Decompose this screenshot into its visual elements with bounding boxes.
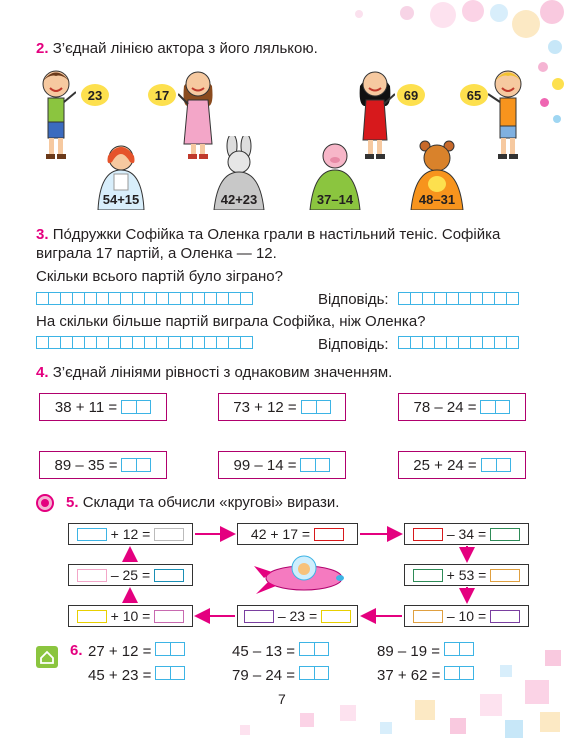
spaceship-icon (254, 552, 346, 598)
task5-number: 5. (66, 494, 79, 511)
answer-slot[interactable] (490, 528, 520, 541)
answer-slot[interactable] (121, 458, 151, 472)
puppet-expression: 48–31 (418, 192, 456, 207)
circle-expr-mid-right[interactable]: + 53 = (404, 564, 529, 586)
answer-slot[interactable] (490, 569, 520, 582)
answer-slot[interactable] (299, 666, 329, 680)
answer-slot[interactable] (481, 458, 511, 472)
equation-box[interactable]: 73 + 12 = (218, 393, 346, 421)
puppet-bunny (208, 136, 270, 210)
task6-number: 6. (70, 642, 83, 659)
task6-expr: 45 – 13 = (232, 642, 329, 661)
page-number: 7 (278, 691, 286, 707)
answer-slot[interactable] (321, 610, 351, 623)
actor-number-bubble: 17 (148, 84, 176, 106)
task6-expr: 89 – 19 = (377, 642, 474, 661)
answer-label-2: Відповідь: (318, 336, 389, 353)
actor-number-bubble: 23 (81, 84, 109, 106)
task2-heading (36, 40, 318, 58)
answer-slot[interactable] (155, 642, 185, 656)
answer-slot[interactable] (314, 528, 344, 541)
puppet-expression: 37–14 (316, 192, 354, 207)
answer-slot[interactable] (480, 400, 510, 414)
task2-text: З’єднай лінією актора з його лялькою. (52, 40, 318, 57)
answer-label-1: Відповідь: (318, 291, 389, 308)
task6-expr: 27 + 12 = (88, 642, 185, 661)
puppet-expression: 42+23 (220, 192, 258, 207)
grid-cell[interactable] (506, 292, 519, 305)
equation-box[interactable]: 78 – 24 = (398, 393, 526, 421)
answer-grid-1[interactable] (36, 292, 252, 305)
grid-cell[interactable] (240, 292, 253, 305)
grid-cell[interactable] (240, 336, 253, 349)
task4-heading: 4. З’єднай лініями рівності з однаковим значенням. (36, 364, 393, 381)
puppet-expression: 54+15 (102, 192, 140, 207)
answer-slot[interactable] (444, 642, 474, 656)
equation-box[interactable]: 89 – 35 = (39, 451, 167, 479)
circle-expr-top-left[interactable]: + 12 = (68, 523, 193, 545)
answer-slot[interactable] (154, 610, 184, 623)
boy-actor-icon (36, 66, 76, 161)
actor-number-bubble: 69 (397, 84, 425, 106)
answer-slot[interactable] (154, 528, 184, 541)
answer-slot[interactable] (77, 610, 107, 623)
task4-number: 4. (36, 364, 49, 381)
answer-slot[interactable] (300, 458, 330, 472)
answer-slot[interactable] (490, 610, 520, 623)
circle-expr-top-right[interactable]: – 34 = (404, 523, 529, 545)
equation-box[interactable]: 25 + 24 = (398, 451, 526, 479)
actor-number-bubble: 65 (460, 84, 488, 106)
task5-heading: 5. Склади та обчисли «кругові» вирази. (66, 494, 340, 511)
answer-slot[interactable] (154, 569, 184, 582)
answer-slot[interactable] (299, 642, 329, 656)
answer-slot[interactable] (244, 610, 274, 623)
actor-4 (460, 66, 530, 161)
task3-line2: виграла 17 партій, а Оленка — 12. (36, 245, 277, 262)
circle-expr-mid-left[interactable]: – 25 = (68, 564, 193, 586)
puppet-bear (405, 140, 469, 210)
answer-slot[interactable] (444, 666, 474, 680)
answer-cells-1[interactable] (398, 292, 518, 305)
task3-line1: 3. По́дружки Софійка та Оленка грали в настільний теніс. Софійка (36, 226, 501, 243)
task6-expr: 37 + 62 = (377, 666, 474, 685)
answer-slot[interactable] (301, 400, 331, 414)
answer-slot[interactable] (77, 569, 107, 582)
puppet-doll (90, 140, 152, 210)
equation-box[interactable]: 99 – 14 = (218, 451, 346, 479)
home-icon (36, 646, 58, 668)
answer-cells-2[interactable] (398, 336, 518, 349)
answer-grid-2[interactable] (36, 336, 252, 349)
task3-number: 3. (36, 226, 49, 243)
task6-expr: 45 + 23 = (88, 666, 185, 685)
answer-slot[interactable] (121, 400, 151, 414)
answer-slot[interactable] (413, 569, 443, 582)
circle-expr-bottom-right[interactable]: – 10 = (404, 605, 529, 627)
task2-number: 2. (36, 40, 49, 57)
answer-slot[interactable] (155, 666, 185, 680)
circle-expr-top-middle[interactable]: 42 + 17 = (237, 523, 358, 545)
circle-expr-bottom-left[interactable]: + 10 = (68, 605, 193, 627)
puppet-pig (304, 140, 366, 210)
task3-question1: Скільки всього партій було зіграно? (36, 268, 283, 285)
answer-slot[interactable] (77, 528, 107, 541)
task3-question2: На скільки більше партій виграла Софійка, ніж Оленка? (36, 313, 426, 330)
equation-box[interactable]: 38 + 11 = (39, 393, 167, 421)
circle-expr-bottom-middle[interactable]: – 23 = (237, 605, 358, 627)
task6-expr: 79 – 24 = (232, 666, 329, 685)
grid-cell[interactable] (506, 336, 519, 349)
answer-slot[interactable] (413, 528, 443, 541)
difficulty-circle-icon (36, 494, 54, 512)
boy-actor-icon (488, 66, 528, 161)
answer-slot[interactable] (413, 610, 443, 623)
